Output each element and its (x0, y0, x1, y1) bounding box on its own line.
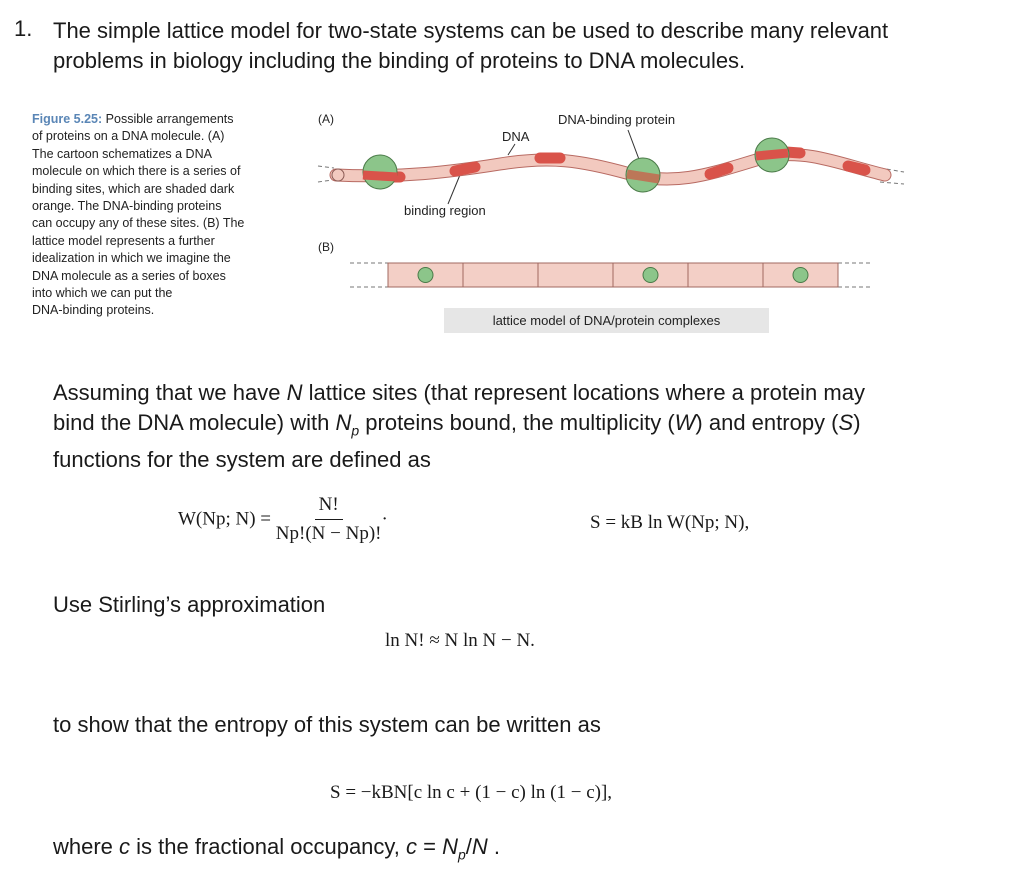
question-number: 1. (14, 16, 33, 41)
fractional-occupancy-line: where c is the fractional occupancy, $c = N_p/N$ . (53, 834, 501, 863)
caption-line: molecule on which there is a series of (32, 164, 241, 179)
caption-line: into which we can put the (32, 286, 173, 301)
equation-multiplicity: W(Np; N) = $\frac{N!}{Np!(N - Np)!}$ · (178, 494, 388, 544)
paragraph-line: functions for the system are defined as (53, 447, 431, 473)
equation-entropy-result: S = −kBN[c ln c + (1 − c) ln (1 − c)], (330, 782, 613, 803)
caption-line: DNA molecule as a series of boxes (32, 268, 226, 283)
question-line-1: The simple lattice model for two-state systems can be used to describe many relevant (53, 18, 889, 43)
protein-label: DNA-binding protein (558, 112, 676, 127)
binding-site (710, 168, 728, 174)
panel-a-label: (A) (318, 112, 334, 126)
caption-line: of proteins on a DNA molecule. (A) (32, 129, 225, 144)
paragraph-line: bind the DNA molecule) with $N_p$ proteins bound, the multiplicity (W) and entropy (S) (53, 410, 861, 439)
caption-line: Figure 5.25: Possible arrangements (32, 112, 234, 126)
stirling-intro: Use Stirling’s approximation (53, 592, 326, 617)
binding-site (848, 166, 865, 170)
lattice-model (350, 263, 870, 287)
question-line-2: problems in biology including the binding of proteins to DNA molecules. (53, 48, 746, 73)
fraction-denominator: Np!(N − Np)! (275, 523, 382, 544)
lattice-protein (643, 268, 658, 283)
paragraph-definitions (53, 378, 993, 475)
question-text (53, 16, 993, 76)
dna-label: DNA (502, 129, 530, 144)
panel-b-label: (B) (318, 240, 334, 254)
paragraph-line: Assuming that we have N lattice sites (that represent locations where a protein may (53, 380, 865, 405)
dna-binding-protein (363, 155, 397, 189)
caption-line: can occupy any of these sites. (B) The (32, 216, 245, 231)
dna-leader-line (508, 144, 515, 155)
dna-figure (300, 100, 920, 310)
dna-end-cap (332, 169, 344, 181)
lattice-protein (793, 268, 808, 283)
binding-region-label: binding region (404, 203, 486, 218)
equation-stirling: ln N! ≈ N ln N − N. (385, 630, 535, 651)
figure-label: Figure 5.25: (32, 112, 103, 126)
caption-line: idealization in which we imagine the (32, 251, 231, 266)
protein-leader-line (628, 130, 640, 162)
binding-site (455, 167, 475, 171)
equation-entropy-definition: S = kB ln W(Np; N), (590, 512, 750, 533)
lattice-left-dash (350, 263, 388, 287)
dna-binding-protein (755, 138, 789, 172)
lattice-caption: lattice model of DNA/protein complexes (444, 308, 769, 333)
dna-binding-protein (626, 158, 660, 192)
figure-caption (32, 111, 294, 320)
caption-line: binding sites, which are shaded dark (32, 181, 235, 196)
lattice-right-dash (838, 263, 870, 287)
caption-line: orange. The DNA-binding proteins (32, 199, 222, 214)
fraction-numerator: N! (315, 494, 343, 520)
caption-line: DNA-binding proteins. (32, 303, 155, 318)
show-text: to show that the entropy of this system can be written as (53, 712, 601, 737)
lattice-protein (418, 268, 433, 283)
caption-line: The cartoon schematizes a DNA (32, 146, 212, 161)
caption-line: lattice model represents a further (32, 233, 215, 248)
